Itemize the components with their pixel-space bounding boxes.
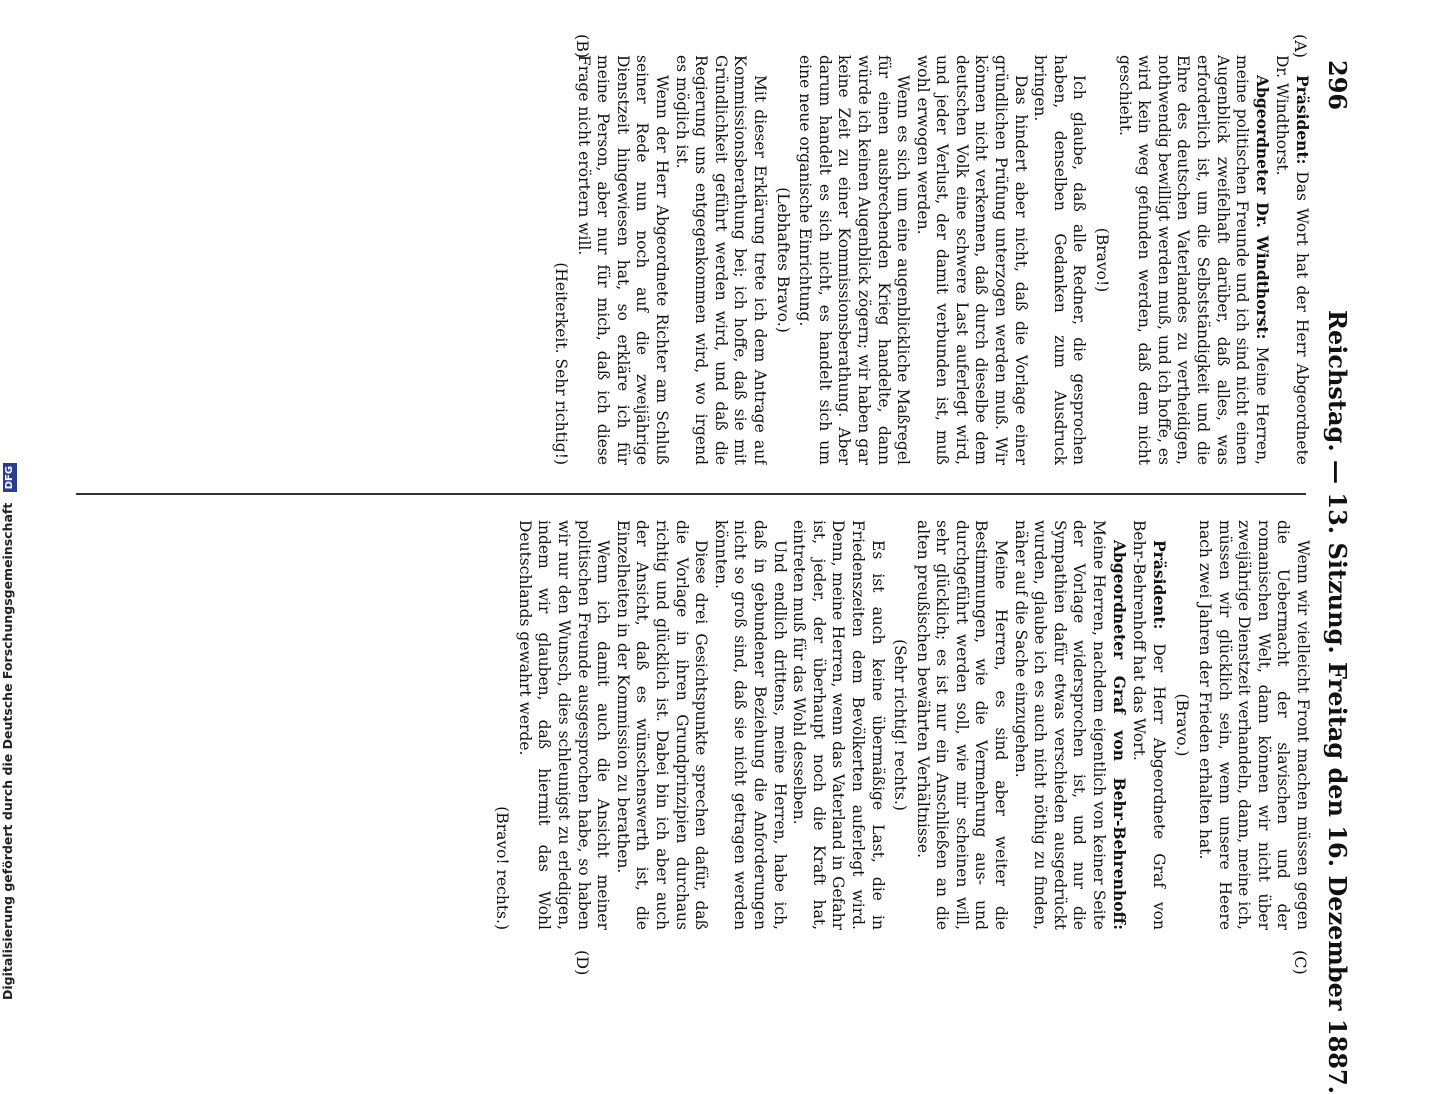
- page-number: 296: [1323, 60, 1352, 111]
- text-paragraph: Und endlich drittens, meine Herren, habe ich, daß in gebundener Beziehung die Anforderungen nicht so groß sind, daß sie nicht getragen werden könnten.: [711, 520, 789, 930]
- reaction-line: (Bravo.): [1173, 693, 1192, 757]
- right-text-column: [72, 520, 1312, 930]
- margin-marker-c: (C): [1291, 950, 1310, 975]
- text-paragraph: Meine Herren, es sind aber weiter die Bestimmungen, wie die Vermehrung aus- und durchgeführt werden soll, wie mir scheinen will, sehr glücklich; es ist nur ein Anschließen an die alten preußischen bewährten Verhältnisse.: [913, 520, 1011, 930]
- reaction-line: (Sehr richtig! rechts.): [891, 639, 910, 811]
- text-paragraph: Diese drei Gesichtspunkte sprechen dafür, daß die Vorlage in ihren Grundprinzipien durchaus richtig und glücklich ist. Dabei bin ich aber auch der Ansicht, daß es wünschenswerth ist, die Einzelheiten in der Kommission zu berathen.: [613, 520, 711, 930]
- speech-paragraph: [1114, 55, 1272, 465]
- text-paragraph: Mit dieser Erklärung trete ich dem Antrage auf Kommissionsberathung bei; ich hoffe, daß sie mit Gründlichkeit geführt werden wird, und daß die Regierung uns entgegenkommen wird, wo irgend es möglich ist.: [672, 55, 769, 465]
- speech-paragraph: [1129, 520, 1169, 930]
- margin-marker-b: (B): [573, 34, 592, 59]
- dfg-logo: DFG: [3, 463, 17, 492]
- margin-marker-a: (A): [1291, 34, 1310, 59]
- speech-text: Der Herr Abgeordnete Graf von Behr-Behrenhoff hat das Wort.: [1130, 520, 1168, 930]
- text-paragraph: Wenn wir vielleicht Front machen müssen gegen die Uebermacht der slavischen und der romanischen Welt, dann können wir nicht über zweijährige Dienstzeit verhandeln, dann, meine ich, müssen wir glücklich sein, wenn unsere Heere nach zwei Jahren der Frieden erhalten hat.: [1196, 520, 1312, 930]
- page-header-title: Reichstag. — 13. Sitzung. Freitag den 16. Dezember 1887.: [1323, 310, 1352, 1094]
- margin-marker-d: (D): [573, 950, 592, 976]
- speaker-name: Präsident:: [1149, 540, 1169, 630]
- text-paragraph: Ich glaube, daß alle Redner, die gesprochen haben, denselben Gedanken zum Ausdruck bringen.: [1031, 55, 1089, 465]
- speech-text: Meine Herren, nachdem eigentlich von keiner Seite der Vorlage widersprochen ist, und nur die Sympathien dafür etwas verschieden ausgedrückt wurden, glaube ich es auch nicht nöthig zu finden, näher auf die Sache einzugehen.: [1011, 520, 1109, 930]
- speaker-name: Abgeordneter Dr. Windthorst:: [1252, 75, 1272, 340]
- speech-paragraph: [1010, 520, 1129, 930]
- page-header: [1318, 60, 1352, 1094]
- footer-text: Digitalisierung gefördert durch die Deutsche Forschungsgemeinschaft: [0, 502, 15, 1000]
- speaker-name: Abgeordneter Graf von Behr-Behrenhoff:: [1109, 540, 1129, 930]
- speech-paragraph: [1272, 55, 1312, 465]
- column-divider: [76, 493, 1306, 495]
- speech-text: Meine Herren, meine politischen Freunde und ich sind nicht einen Augenblick zweifelhaft darüber, daß alles, was erforderlich ist, um die Selbstständigkeit und die Ehre des deutschen Vaterlandes zu vertheidigen, nothwendig bewilligt werden muß, und ich hoffe, es wird kein weg gefunden werden, daß dem nicht geschieht.: [1115, 55, 1271, 465]
- speech-text: Das Wort hat der Herr Abgeordnete Dr. Windthorst.: [1273, 55, 1311, 465]
- left-text-column: [72, 55, 1312, 465]
- digitization-footer: [0, 465, 22, 1000]
- text-paragraph: Wenn ich damit auch die Ansicht meiner politischen Freunde ausgesprochen habe, so haben wir nur den Wunsch, dies schleunigst zu erledigen, indem wir glauben, daß hiermit das Wohl Deutschlands gewahrt werde.: [515, 520, 613, 930]
- reaction-line: (Heiterkeit. Sehr richtig!): [552, 262, 571, 465]
- speaker-name: Präsident:: [1293, 75, 1312, 165]
- text-paragraph: Es ist auch keine übermäßige Last, die in Friedenszeiten dem Bevölkerten auferlegt wird. Denn, meine Herren, wenn das Vaterland in Gefahr ist, jeder, der überhaupt noch die Kraft hat, eintreten muß für das Wohl desselben.: [790, 520, 887, 930]
- text-paragraph: Das hindert aber nicht, daß die Vorlage einer gründlichen Prüfung unterzogen werden muß. Wir können nicht verkennen, daß durch dieselbe dem deutschen Volk eine schwere Last auferlegt wird, und jeder Verlust, der damit verbunden ist, muß wohl erwogen werden.: [913, 55, 1030, 465]
- reaction-line: (Lebhaftes Bravo.): [773, 187, 792, 333]
- text-paragraph: Wenn der Herr Abgeordnete Richter am Schluß seiner Rede nun noch auf die zweijährige Dienstzeit hingewiesen hat, so erkläre ich für meine Person, aber nur für mich, daß ich diese Frage nicht erörtern will.: [574, 55, 671, 465]
- reaction-line: (Bravo! rechts.): [493, 806, 512, 930]
- text-paragraph: Wenn es sich um eine augenblickliche Maßregel für einen ausbrechenden Krieg handelte, dann würde ich keinen Augenblick zögern; wir haben gar keine Zeit zu einer Kommissionsberathung. Aber darum handelt es sich nicht, es handelt sich um eine neue organische Einrichtung.: [796, 55, 913, 465]
- reaction-line: (Bravo!): [1093, 227, 1112, 293]
